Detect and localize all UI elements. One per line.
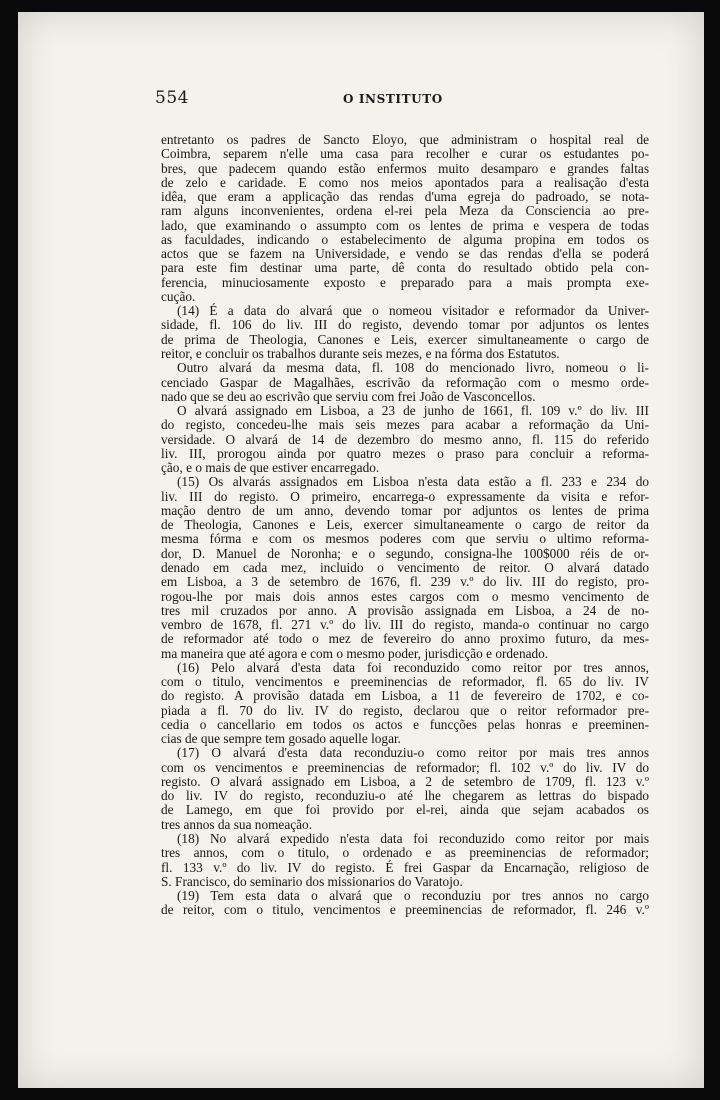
text-line: idêa, que eram a applicação das rendas d'uma egreja do padroado, se nota-	[161, 189, 649, 205]
text-line: de Lamego, em que foi provido por el-rei, ainda que sejam acabados os	[161, 802, 649, 818]
text-line: entretanto os padres de Sancto Eloyo, que administram o hospital real de	[161, 132, 649, 147]
text-line: ção, e o mais de que estiver encarregado.	[161, 460, 380, 476]
text-line: (17) O alvará d'esta data reconduziu-o como reitor por mais tres annos	[177, 745, 649, 761]
text-line: de Theologia, Canones e Leis, exercer simultaneamente o cargo de reitor da	[161, 517, 649, 533]
text-line: ma maneira que até agora e com o mesmo poder, jurisdicção e ordenado.	[161, 645, 549, 661]
text-line: tres annos da sua nomeação.	[161, 816, 313, 832]
text-line: do registo, concedeu-lhe mais seis mezes para acabar a reformação da Uni-	[161, 417, 649, 433]
text-line: fl. 133 v.º do liv. IV do registo. É frei Gaspar da Encarnação, religioso de	[161, 859, 649, 875]
text-line: Coimbra, separem n'elle uma casa para recolher e curar os estudantes po-	[161, 146, 649, 162]
text-line: vembro de 1678, fl. 271 v.º do liv. III do registo, manda-o continuar no cargo	[161, 617, 649, 633]
text-line: Outro alvará da mesma data, fl. 108 do mencionado livro, nomeou o li-	[177, 360, 649, 376]
text-line: com os vencimentos e preeminencias de reformador; fl. 102 v.º do liv. IV do	[161, 759, 649, 775]
text-line: ferencia, minuciosamente exposto e preparado para a mais prompta exe-	[161, 274, 649, 290]
text-line: do liv. IV do registo, reconduziu-o até lhe chegarem as lettras do bispado	[161, 788, 649, 804]
text-line: mesma fórma e com os mesmos poderes com que serviu o ultimo reforma-	[161, 531, 649, 547]
text-line: piada a fl. 70 do liv. IV do registo, declarou que o reitor reformador pre-	[161, 702, 649, 718]
text-line: registo. O alvará assignado em Lisboa, a 2 de setembro de 1709, fl. 123 v.º	[161, 773, 649, 789]
text-line: com o titulo, vencimentos e preeminencias de reformador, fl. 65 do liv. IV	[161, 674, 649, 690]
text-line: tres annos, com o titulo, o ordenado e as preeminencias de reformador;	[161, 845, 649, 861]
page-number: 554	[155, 88, 189, 108]
text-line: O alvará assignado em Lisboa, a 23 de junho de 1661, fl. 109 v.º do liv. III	[177, 403, 649, 419]
text-line: rogou-lhe por mais dois annos estes cargos com o mesmo vencimento de	[161, 588, 649, 604]
book-page	[18, 12, 704, 1088]
text-line: de zelo e caridade. E como nos meios apontados para a realisação d'esta	[161, 174, 649, 190]
text-line: (14) É a data do alvará que o nomeou visitador e reformador da Univer-	[177, 303, 649, 319]
text-line: cedia o cancellario em todos os actos e funcções pelas honras e preeminen-	[161, 716, 649, 732]
text-line: para este fim destinar uma parte, dê conta do resultado obtido pela con-	[161, 260, 649, 276]
text-line: tres mil cruzados por anno. A provisão assignada em Lisboa, a 24 de no-	[161, 602, 649, 618]
text-line: actos que se fazem na Universidade, e vendo se das rendas d'ella se poderá	[161, 246, 649, 262]
text-line: reitor, e concluir os trabalhos durante seis mezes, e na fórma dos Estatutos.	[161, 345, 560, 361]
text-line: cução.	[161, 288, 196, 304]
text-line: bres, que padecem quando estão enfermos muito desamparo e grandes faltas	[161, 160, 649, 176]
text-line: (15) Os alvarás assignados em Lisboa n'esta data estão a fl. 233 e 234 do	[177, 474, 649, 490]
running-title: O INSTITUTO	[343, 92, 443, 106]
text-line: S. Francisco, do seminario dos missionarios do Varatojo.	[161, 873, 463, 889]
text-line: em Lisboa, a 3 de setembro de 1676, fl. 239 v.º do liv. III do registo, pro-	[161, 574, 649, 590]
text-line: do registo. A provisão datada em Lisboa, a 11 de fevereiro de 1702, e co-	[161, 688, 649, 704]
text-line: de prima de Theologia, Canones e Leis, exercer simultaneamente o cargo de	[161, 331, 649, 347]
page-header	[155, 88, 655, 114]
text-line: liv. III, prorogou ainda por quatro mezes o praso para concluir a reforma-	[161, 445, 649, 461]
text-line: nado que se deu ao escrivão que serviu com frei João de Vasconcellos.	[161, 388, 536, 404]
text-line: ram alguns inconvenientes, ordena el-rei pela Meza da Consciencia ao pre-	[161, 203, 649, 219]
text-line: cias de que sempre tem gosado aquelle logar.	[161, 731, 401, 747]
text-line: cenciado Gaspar de Magalhães, escrivão da reformação com o mesmo orde-	[161, 374, 649, 390]
text-line: versidade. O alvará de 14 de dezembro do mesmo anno, fl. 115 do referido	[161, 431, 649, 447]
footnotes-text-block	[161, 133, 649, 918]
text-line: sidade, fl. 106 do liv. III do registo, devendo tomar por adjuntos os lentes	[161, 317, 649, 333]
text-line: (19) Tem esta data o alvará que o reconduziu por tres annos no cargo	[177, 888, 649, 904]
text-line: liv. III do registo. O primeiro, encarrega-o expressamente da visita e refor-	[161, 488, 649, 504]
text-line: de reformador até todo o mez de fevereiro do anno proximo futuro, da mes-	[161, 631, 649, 647]
text-line: lado, que examinando o assumpto com os lentes de prima e vespera de todas	[161, 217, 649, 233]
text-line: (18) No alvará expedido n'esta data foi reconduzido como reitor por mais	[177, 831, 649, 847]
text-line: denado em cada mez, incluido o vencimento de reitor. O alvará datado	[161, 559, 649, 575]
text-line: as faculdades, indicando o estabelecimento de alguma propina em todos os	[161, 231, 649, 247]
text-line: de reitor, com o titulo, vencimentos e preeminencias de reformador, fl. 246 v.º	[161, 902, 649, 918]
text-line: (16) Pelo alvará d'esta data foi reconduzido como reitor por tres annos,	[177, 659, 649, 675]
text-line: dor, D. Manuel de Noronha; e o segundo, consigna-lhe 100$000 réis de or-	[161, 545, 649, 561]
text-line: mação dentro de um anno, devendo tomar por adjuntos os lentes de prima	[161, 502, 649, 518]
